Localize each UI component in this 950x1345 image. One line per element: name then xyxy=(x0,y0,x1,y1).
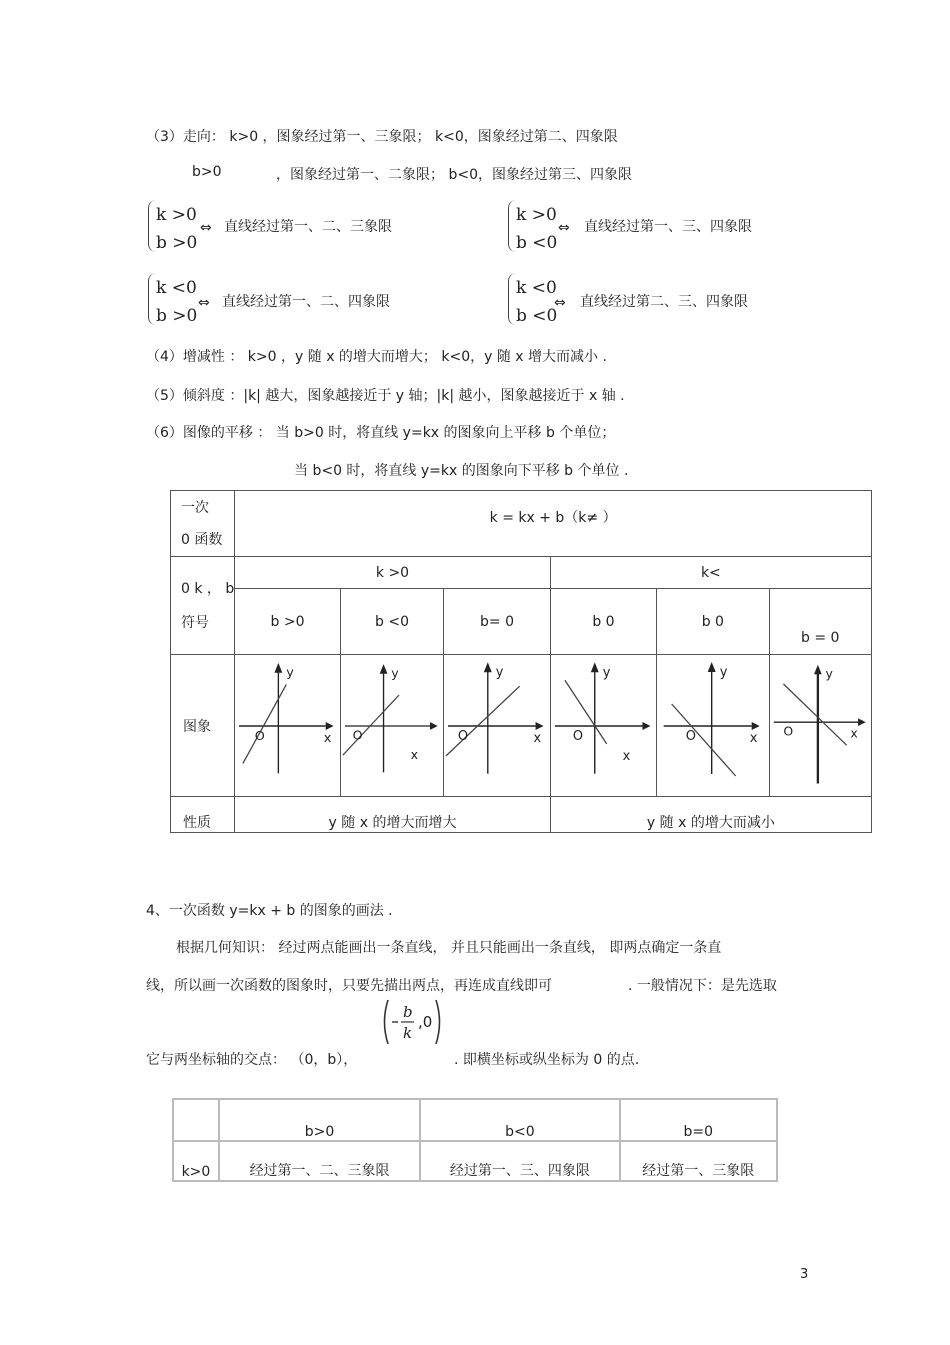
graph-cell xyxy=(550,655,656,797)
brace-4-text: 直线经过第二、三、四象限 xyxy=(580,294,748,310)
axes-graph xyxy=(657,656,768,796)
brace-system-2 xyxy=(510,200,810,256)
y-axis-arrow-icon xyxy=(379,664,387,674)
t2-header-0 xyxy=(173,1099,219,1141)
t2-cell-2: 经过第一、三、四象限 xyxy=(420,1141,619,1181)
x-axis-label: x xyxy=(533,730,542,746)
brace-1-top: k >0 xyxy=(156,205,197,225)
sign-label-line2: 符号 xyxy=(181,614,209,631)
function-line xyxy=(343,695,399,755)
y-axis-label: y xyxy=(825,665,833,681)
graph-cell xyxy=(444,655,550,797)
y-axis-arrow-icon xyxy=(708,662,716,672)
brace-4-top: k <0 xyxy=(516,278,557,298)
y-axis-label: y xyxy=(391,665,399,681)
graph-cell xyxy=(235,655,340,797)
brace-3-bottom: b >0 xyxy=(156,306,198,326)
brace-2-top: k >0 xyxy=(516,205,557,225)
t2-cell-3: 经过第一、三象限 xyxy=(620,1141,778,1181)
brace-1-text: 直线经过第一、二、三象限 xyxy=(224,219,392,235)
section4-p3a: 它与两坐标轴的交点： （0，b）， xyxy=(146,1052,358,1068)
k-negative-cell: k< xyxy=(550,557,871,589)
origin-label: O xyxy=(685,728,697,744)
y-axis-arrow-icon xyxy=(275,662,283,672)
t2-row-label: k>0 xyxy=(173,1141,219,1181)
graph-cell xyxy=(769,655,871,797)
brace-2-text: 直线经过第一、三、四象限 xyxy=(584,219,752,235)
axes-graph xyxy=(341,656,444,796)
y-axis-arrow-icon xyxy=(814,664,822,674)
brace-system-3 xyxy=(150,273,450,329)
b-cell-3: b= 0 xyxy=(444,589,550,655)
equiv-icon: ⇔ xyxy=(554,295,566,311)
graph-cell xyxy=(340,655,444,797)
b-cell-6: b = 0 xyxy=(769,589,871,655)
x-axis-arrow-icon xyxy=(326,722,334,730)
brace-system-4 xyxy=(510,273,810,329)
section4-p2b: . 一般情况下：是先选取 xyxy=(628,978,777,994)
formula-cell: k = kx + b（k≠ ） xyxy=(235,491,872,557)
b-cell-4: b 0 xyxy=(550,589,656,655)
equiv-icon: ⇔ xyxy=(558,220,570,236)
svg-text:,0: ,0 xyxy=(418,1013,433,1031)
y-axis-arrow-icon xyxy=(591,662,599,672)
frac-numerator: b xyxy=(403,1003,413,1021)
section4-p1: 根据几何知识： 经过两点能画出一条直线， 并且只能画出一条直线， 即两点确定一条直 xyxy=(176,940,722,956)
header-left-line1: 一次 xyxy=(181,499,209,516)
origin-label: O xyxy=(572,728,583,744)
function-line xyxy=(446,686,520,756)
axes-graph xyxy=(551,656,656,796)
line-3b-b: b>0 xyxy=(192,164,222,180)
frac-denominator: k xyxy=(403,1024,413,1042)
line-3a: （3）走向： k>0 ，图象经过第一、三象限； k<0，图象经过第二、四象限 xyxy=(146,129,618,145)
page-number: 3 xyxy=(800,1267,809,1282)
line-5: （5）倾斜度 ：|k| 越大，图象越接近于 y 轴；|k| 越小，图象越接近于 x 轴 . xyxy=(146,388,625,404)
x-axis-label: x xyxy=(622,748,630,764)
brace-2-bottom: b <0 xyxy=(516,233,558,253)
equiv-icon: ⇔ xyxy=(198,295,210,311)
b-cell-2: b <0 xyxy=(340,589,444,655)
brace-3-top: k <0 xyxy=(156,278,197,298)
brace-4-bottom: b <0 xyxy=(516,306,558,326)
x-axis-arrow-icon xyxy=(430,722,438,730)
sign-label-cell xyxy=(171,557,235,655)
function-line xyxy=(672,704,736,776)
t2-cell-1: 经过第一、二、三象限 xyxy=(219,1141,420,1181)
line-6b: 当 b<0 时，将直线 y=kx 的图象向下平移 b 个单位 . xyxy=(294,463,629,479)
x-axis-label: x xyxy=(849,724,858,740)
x-axis-arrow-icon xyxy=(536,722,544,730)
y-axis-label: y xyxy=(286,665,295,681)
line-3b-text: ，图象经过第一、二象限； b<0，图象经过第三、四象限 xyxy=(276,167,632,183)
y-axis-label: y xyxy=(719,664,728,680)
y-axis-label: y xyxy=(495,664,504,680)
x-axis-arrow-icon xyxy=(642,722,650,730)
linear-function-table xyxy=(170,490,872,833)
t2-header-1: b>0 xyxy=(219,1099,420,1141)
prop-label: 性质 xyxy=(171,797,235,833)
brace-system-1 xyxy=(150,200,450,256)
line-4: （4）增减性 ： k>0 ，y 随 x 的增大而增大； k<0，y 随 x 增大而减小 . xyxy=(146,349,607,365)
brace-3-text: 直线经过第一、二、四象限 xyxy=(222,294,390,310)
section4-title: 4、一次函数 y=kx + b 的图象的画法 . xyxy=(146,903,393,919)
origin-label: O xyxy=(782,723,793,739)
prop-increasing: y 随 x 的增大而增大 xyxy=(235,797,550,833)
x-axis-label: x xyxy=(410,746,418,762)
function-line xyxy=(565,680,607,744)
origin-label: O xyxy=(254,728,266,744)
k-positive-cell: k >0 xyxy=(235,557,550,589)
x-axis-label: x xyxy=(323,730,332,746)
fraction-icon xyxy=(380,998,444,1046)
x-axis-arrow-icon xyxy=(752,722,760,730)
brace-1-bottom: b >0 xyxy=(156,233,198,253)
summary-table xyxy=(172,1098,778,1182)
b-cell-5: b 0 xyxy=(657,589,769,655)
origin-label: O xyxy=(458,728,469,744)
t2-header-2: b<0 xyxy=(420,1099,619,1141)
axes-graph xyxy=(770,656,871,796)
x-axis-label: x xyxy=(749,730,758,746)
graph-label: 图象 xyxy=(171,655,235,797)
y-axis-label: y xyxy=(602,664,611,680)
origin-label: O xyxy=(352,727,363,743)
axes-graph xyxy=(235,656,339,796)
t2-header-3: b=0 xyxy=(620,1099,778,1141)
equiv-icon: ⇔ xyxy=(200,220,212,236)
graph-cell xyxy=(657,655,769,797)
x-axis-arrow-icon xyxy=(858,718,866,726)
section4-p3b: . 即横坐标或纵坐标为 0 的点. xyxy=(454,1052,640,1068)
line-6a: （6）图像的平移 ： 当 b>0 时，将直线 y=kx 的图象向上平移 b 个单位； xyxy=(146,425,616,441)
fraction-point xyxy=(380,998,444,1046)
header-left-cell xyxy=(171,491,235,557)
function-line xyxy=(243,684,286,763)
prop-decreasing: y 随 x 的增大而减小 xyxy=(550,797,871,833)
header-left-line2: 0 函数 xyxy=(181,531,223,548)
axes-graph xyxy=(444,656,549,796)
y-axis-arrow-icon xyxy=(484,662,492,672)
b-cell-1: b >0 xyxy=(235,589,340,655)
sign-label-line1: 0 k ， b xyxy=(181,580,235,597)
section4-p2a: 线，所以画一次函数的图象时，只要先描出两点，再连成直线即可 xyxy=(146,978,552,994)
